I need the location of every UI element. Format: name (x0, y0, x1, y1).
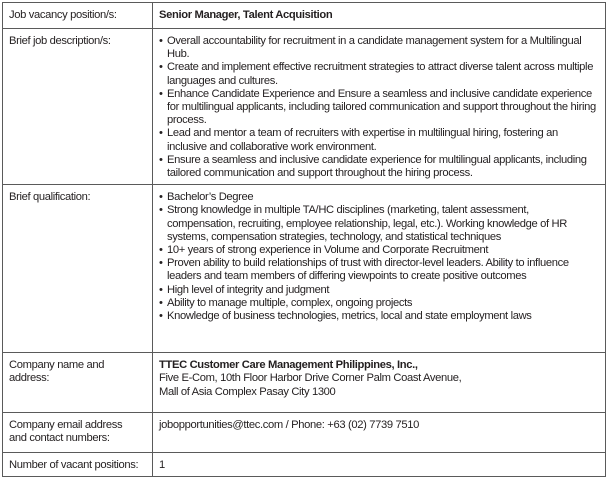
description-item: • Lead and mentor a team of recruiters with expertise in multilingual hiring, fostering an inclusive and collaborative work environment. (159, 127, 599, 153)
contact-label-line2: and contact numbers: (9, 432, 110, 445)
description-item: • Create and implement effective recruitment strategies to attract diverse talent across multiple languages and cultures. (159, 61, 599, 87)
company-address-line2: Mall of Asia Complex Pasay City 1300 (159, 385, 336, 398)
row-company (3, 353, 606, 413)
description-cell (153, 29, 606, 185)
qualification-item: • Proven ability to build relationships of trust with director-level leaders. Ability to influence leaders and team members of differing viewpoints to create positive outcomes (159, 257, 599, 283)
row-position (3, 3, 606, 29)
contact-label (3, 413, 153, 453)
qualification-cell (153, 185, 606, 353)
row-vacancies (3, 453, 606, 477)
row-description (3, 29, 606, 185)
qualification-item: • 10+ years of strong experience in Volume and Corporate Recruitment (159, 244, 599, 257)
company-name: TTEC Customer Care Management Philippines, Inc., (159, 359, 418, 372)
contact-label-line1: Company email address (9, 419, 123, 432)
company-label: Company name and address: (3, 353, 153, 413)
vacancies-label: Number of vacant positions: (3, 453, 153, 477)
job-details-table (2, 2, 606, 477)
description-label: Brief job description/s: (3, 29, 153, 185)
qualification-item: • Strong knowledge in multiple TA/HC disciplines (marketing, talent assessment, compensation, recruiting, employee relationship, legal, etc.). Working knowledge of HR systems, compensation strategies, technology, and statistical techniques (159, 204, 599, 244)
qualification-item: • Ability to manage multiple, complex, ongoing projects (159, 297, 599, 310)
position-value: Senior Manager, Talent Acquisition (153, 3, 606, 29)
description-item: • Overall accountability for recruitment in a candidate management system for a Multilingual Hub. (159, 35, 599, 61)
description-item: • Ensure a seamless and inclusive candidate experience for multilingual applicants, including tailored communication and support throughout the hiring process. (159, 154, 599, 180)
qualification-item: • High level of integrity and judgment (159, 284, 599, 297)
qualification-list (159, 191, 599, 323)
qualification-item: • Bachelor’s Degree (159, 191, 599, 204)
position-label: Job vacancy position/s: (3, 3, 153, 29)
company-cell (153, 353, 606, 413)
company-address-line1: Five E-Com, 10th Floor Harbor Drive Corner Palm Coast Avenue, (159, 372, 462, 385)
contact-value: jobopportunities@ttec.com / Phone: +63 (02) 7739 7510 (153, 413, 606, 453)
description-list (159, 35, 599, 180)
qualification-label: Brief qualification: (3, 185, 153, 353)
qualification-item: • Knowledge of business technologies, metrics, local and state employment laws (159, 310, 599, 323)
row-contact (3, 413, 606, 453)
vacancies-value: 1 (153, 453, 606, 477)
row-qualification (3, 185, 606, 353)
description-item: • Enhance Candidate Experience and Ensure a seamless and inclusive candidate experience for multilingual applicants, including tailored communication and support throughout the hiring process. (159, 88, 599, 128)
